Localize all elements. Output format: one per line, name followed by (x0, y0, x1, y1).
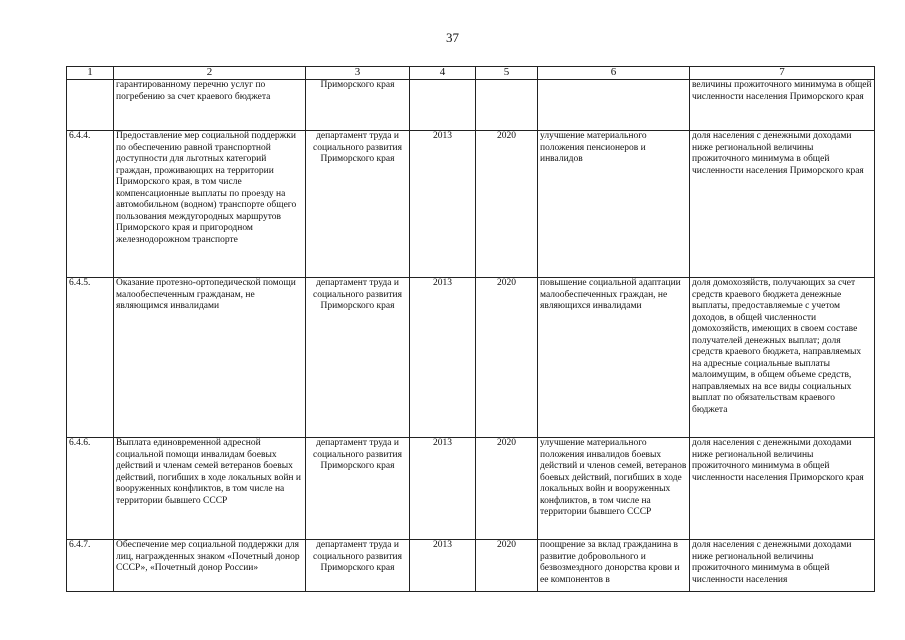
expected-result-cell: улучшение материального положения пенсионеров и инвалидов (538, 131, 690, 278)
start-year-cell (410, 80, 476, 131)
measure-cell: Выплата единовременной адресной социальной помощи инвалидам боевых действий и членам семей ветеранов боевых действий, погибших в ходе локальных войн и вооруженных конфликтов, в том числе на территории бывшего СССР (114, 438, 306, 540)
expected-result-cell: повышение социальной адаптации малообеспеченных граждан, не являющихся инвалидами (538, 278, 690, 438)
measure-cell: Предоставление мер социальной поддержки по обеспечению равной транспортной доступности для льготных категорий граждан, проживающих на территории Приморского края, в том числе компенсационные выплаты по проезду на автомобильном (водном) транспорте общего пользования междугородных маршрутов Приморского края и пригородном железнодорожном транспорте (114, 131, 306, 278)
expected-result-cell (538, 80, 690, 131)
start-year-cell: 2013 (410, 131, 476, 278)
executor-cell: департамент труда и социального развития Приморского края (306, 540, 410, 592)
page-number: 37 (446, 30, 459, 45)
column-header: 1 (67, 67, 114, 80)
item-number-cell: 6.4.5. (67, 278, 114, 438)
end-year-cell (476, 80, 538, 131)
column-header: 7 (690, 67, 875, 80)
column-header: 5 (476, 67, 538, 80)
indicator-cell: доля населения с денежными доходами ниже региональной величины прожиточного минимума в общей численности населения Приморского края (690, 438, 875, 540)
expected-result-cell: улучшение материального положения инвалидов боевых действий и членов семей, ветеранов боевых действий, погибших в ходе локальных войн и вооруженных конфликтов, в том числе на территории бывшего СССР (538, 438, 690, 540)
column-header: 6 (538, 67, 690, 80)
table-row (67, 278, 875, 438)
start-year-cell: 2013 (410, 438, 476, 540)
measure-cell: гарантированному перечню услуг по погребению за счет краевого бюджета (114, 80, 306, 131)
indicator-cell: доля домохозяйств, получающих за счет средств краевого бюджета денежные выплаты, предоставляемые с учетом доходов, в общей численности домохозяйств, имеющих в своем составе получателей денежных выплат; доля средств краевого бюджета, направляемых на адресные социальные выплаты малоимущим, в общем объеме средств, направляемых на все виды социальных выплат по обязательствам краевого бюджета (690, 278, 875, 438)
table-row (67, 80, 875, 131)
executor-cell: департамент труда и социального развития Приморского края (306, 438, 410, 540)
column-header: 3 (306, 67, 410, 80)
indicator-cell: доля населения с денежными доходами ниже региональной величины прожиточного минимума в общей численности населения Приморского края (690, 131, 875, 278)
indicator-cell: доля населения с денежными доходами ниже региональной величины прожиточного минимума в общей численности населения (690, 540, 875, 592)
program-measures-table (66, 66, 875, 592)
item-number-cell (67, 80, 114, 131)
column-header: 4 (410, 67, 476, 80)
table-row (67, 131, 875, 278)
item-number-cell: 6.4.4. (67, 131, 114, 278)
indicator-cell: величины прожиточного минимума в общей численности населения Приморского края (690, 80, 875, 131)
expected-result-cell: поощрение за вклад гражданина в развитие добровольного и безвозмездного донорства крови и ее компонентов в (538, 540, 690, 592)
table-row (67, 438, 875, 540)
start-year-cell: 2013 (410, 540, 476, 592)
executor-cell: департамент труда и социального развития Приморского края (306, 131, 410, 278)
executor-cell: департамент труда и социального развития Приморского края (306, 278, 410, 438)
measure-cell: Оказание протезно-ортопедической помощи малообеспеченным гражданам, не являющимся инвалидами (114, 278, 306, 438)
table-row (67, 540, 875, 592)
end-year-cell: 2020 (476, 278, 538, 438)
end-year-cell: 2020 (476, 438, 538, 540)
end-year-cell: 2020 (476, 540, 538, 592)
end-year-cell: 2020 (476, 131, 538, 278)
item-number-cell: 6.4.6. (67, 438, 114, 540)
item-number-cell: 6.4.7. (67, 540, 114, 592)
column-header: 2 (114, 67, 306, 80)
column-number-row (67, 67, 875, 80)
measure-cell: Обеспечение мер социальной поддержки для лиц, награжденных знаком «Почетный донор СССР», «Почетный донор России» (114, 540, 306, 592)
start-year-cell: 2013 (410, 278, 476, 438)
executor-cell: Приморского края (306, 80, 410, 131)
